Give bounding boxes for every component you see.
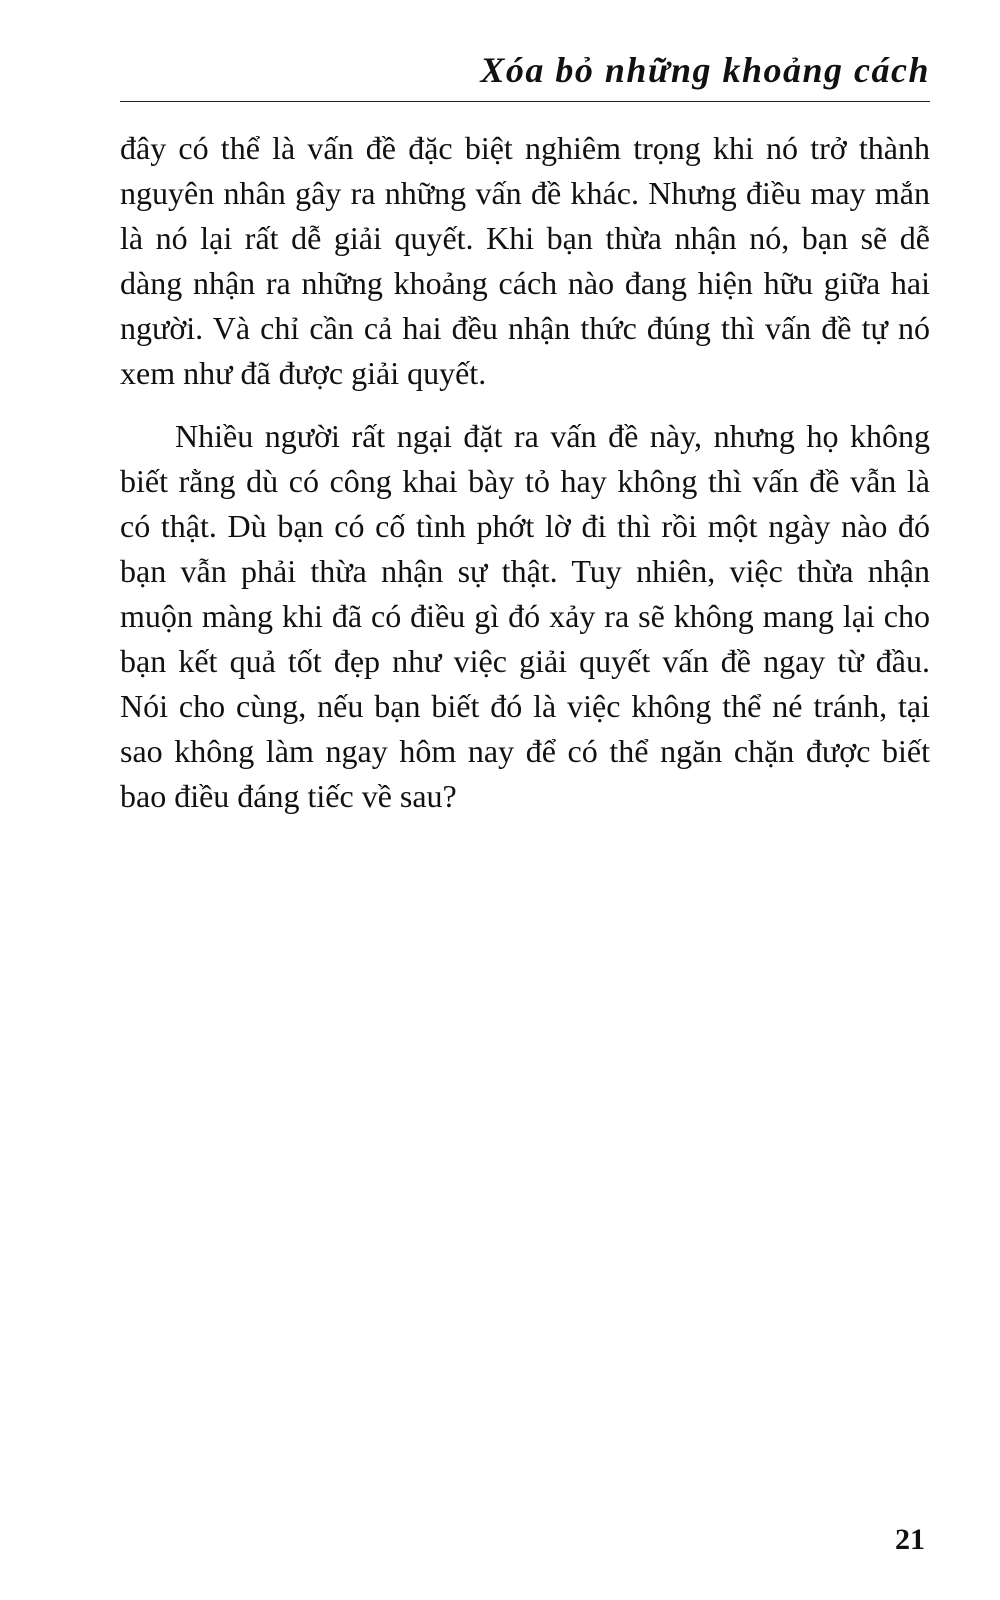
body-text [120,126,930,819]
paragraph-2: Nhiều người rất ngại đặt ra vấn đề này, nhưng họ không biết rằng dù có công khai bày tỏ hay không thì vấn đề vẫn là có thật. Dù bạn có cố tình phớt lờ đi thì rồi một ngày nào đó bạn vẫn phải thừa nhận sự thật. Tuy nhiên, việc thừa nhận muộn màng khi đã có điều gì đó xảy ra sẽ không mang lại cho bạn kết quả tốt đẹp như việc giải quyết vấn đề ngay từ đầu. Nói cho cùng, nếu bạn biết đó là việc không thể né tránh, tại sao không làm ngay hôm nay để có thể ngăn chặn được biết bao điều đáng tiếc về sau? [120,418,930,814]
header-rule [120,101,930,102]
running-head: Xóa bỏ những khoảng cách [480,50,930,90]
page-number: 21 [895,1523,925,1556]
paragraph-1: đây có thể là vấn đề đặc biệt nghiêm trọng khi nó trở thành nguyên nhân gây ra những vấn đề khác. Nhưng điều may mắn là nó lại rất dễ giải quyết. Khi bạn thừa nhận nó, bạn sẽ dễ dàng nhận ra những khoảng cách nào đang hiện hữu giữa hai người. Và chỉ cần cả hai đều nhận thức đúng thì vấn đề tự nó xem như đã được giải quyết. [120,130,930,391]
